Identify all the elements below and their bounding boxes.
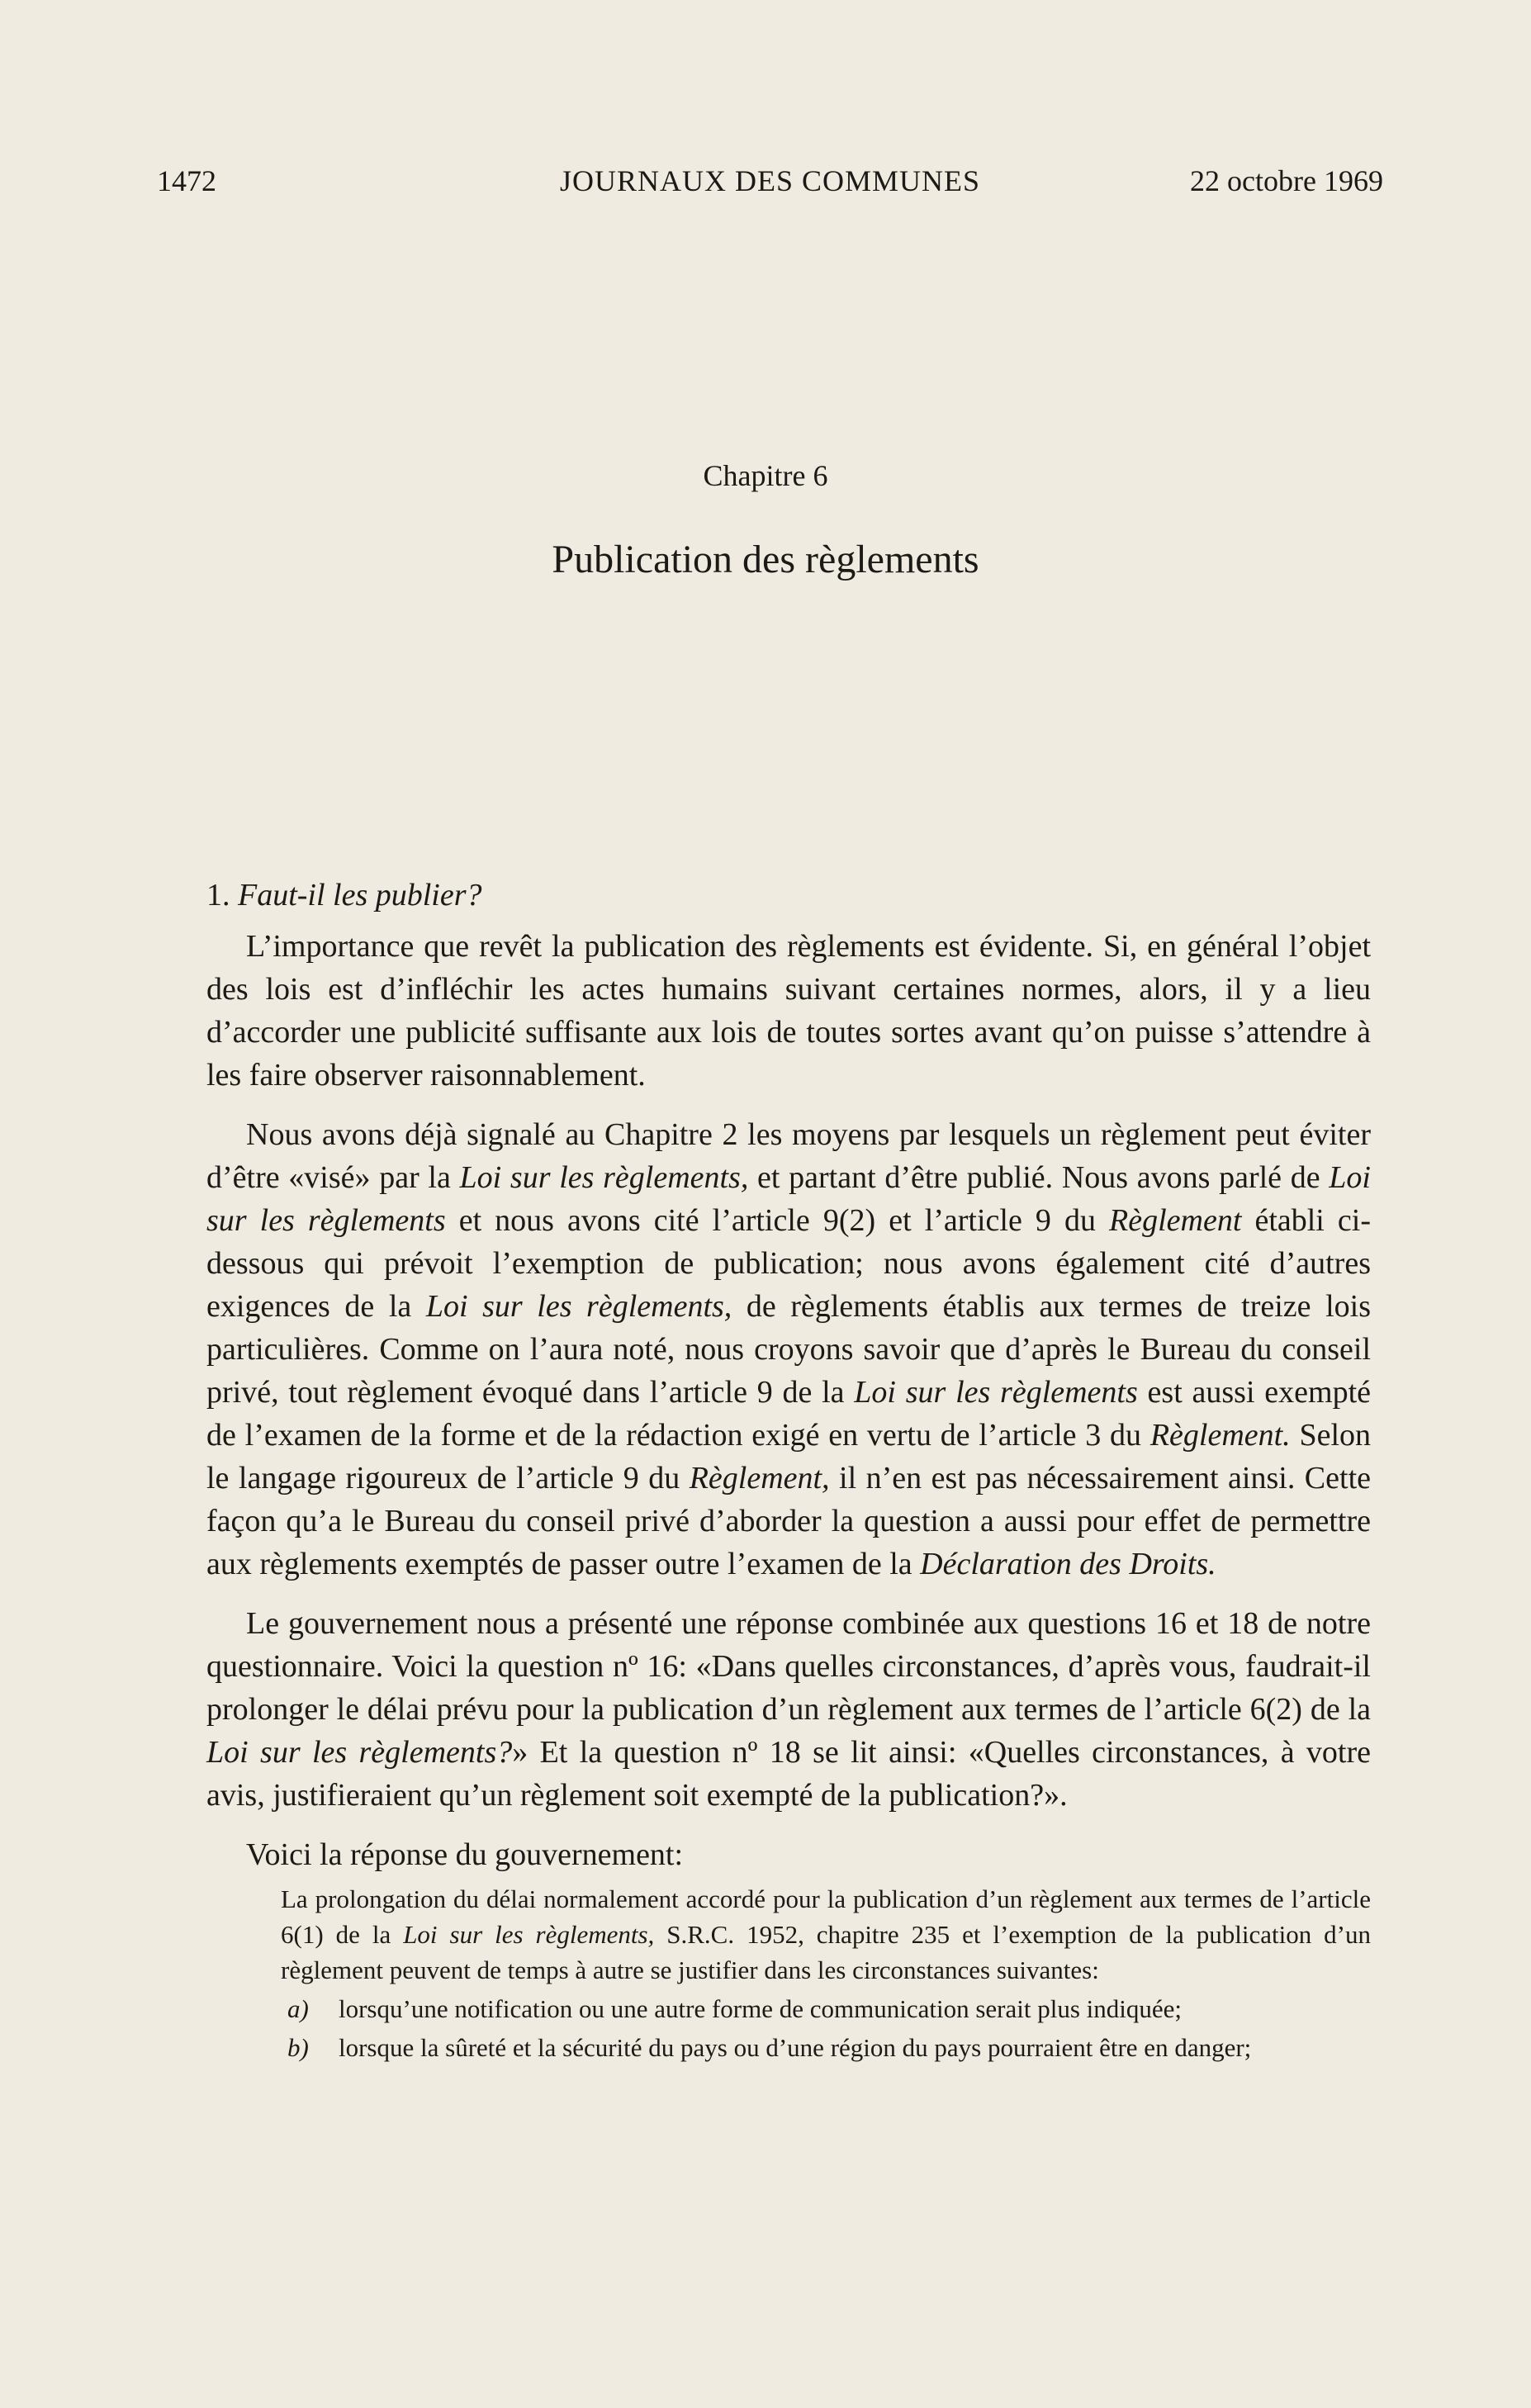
paragraph-3 [206,1602,1371,1817]
issue-date: 22 octobre 1969 [1190,164,1383,197]
text-run: S.R.C. 1952, chapitre 235 et l’exemption de la publication d’un règlement peuvent de temps à autre se justifier dans les circonstances suivantes: [281,1920,1372,1984]
italic-run: Loi sur les règlements, [459,1160,749,1195]
italic-run: Règlement. [1149,1418,1291,1453]
paragraph-1: L’importance que revêt la publication des règlements est évidente. Si, en général l’objet des lois est d’infléchir les actes humains suivant certaines normes, alors, il y a lieu d’accorder une publicité suffisante aux lois de toutes sortes avant qu’on puisse s’attendre à les faire observer raisonnablement. [206,929,1371,1093]
text-run: Nous avons déjà signalé au Chapitre 2 les moyens par lesquels un règlement peut éviter d’être «visé» par la [206,1117,1371,1195]
text-run: et partant d’être publié. Nous avons parlé de [748,1160,1330,1195]
quote-intro [281,1881,1371,1988]
text-run: établi ci-dessous qui prévoit l’exemption de publication; nous avons également cité d’autres exigences de la [206,1203,1371,1324]
italic-run: Loi sur les règlements, [403,1920,655,1949]
chapter-label: Chapitre 6 [703,459,828,492]
chapter-title: Publication des règlements [552,538,979,581]
italic-run: Loi sur les règlements [206,1160,1371,1238]
list-item [281,2030,1371,2065]
italic-run: Loi sur les règlements, [425,1289,732,1324]
body-text [206,874,1371,2065]
text-run: La prolongation du délai normalement accordé pour la publication d’un règlement aux termes de l’article 6(1) de la [281,1884,1371,1949]
italic-run: Règlement [1109,1203,1242,1238]
page-number: 1472 [157,164,216,197]
text-run: Le gouvernement nous a présenté une réponse combinée aux questions 16 et 18 de notre questionnaire. Voici la question nº 16: «Dans quelles circonstances, d’après vous, faudrait-il prolonger le délai prévu pour la publication d’un règlement aux termes de l’article 6(2) de la [206,1606,1371,1727]
list-item-label: b) [287,2033,309,2062]
italic-run: Loi sur les règlements [854,1375,1138,1410]
italic-run: Règlement, [689,1461,830,1496]
list-item [281,1991,1371,2026]
paragraph-4: Voici la réponse du gouvernement: [246,1837,684,1872]
text-run: il n’en est pas nécessairement ainsi. Cette façon qu’a le Bureau du conseil privé d’aborder la question a aussi pour effet de permettre aux règlements exemptés de passer outre l’examen de la [206,1461,1371,1581]
paragraph-2 [206,1113,1371,1586]
italic-run: Loi sur les règlements? [206,1735,513,1770]
list-item-label: a) [287,1994,309,2023]
text-run: de règlements établis aux termes de treize lois particulières. Comme on l’aura noté, nous croyons savoir que d’après le Bureau du conseil privé, tout règlement évoqué dans l’article 9 de la [206,1289,1371,1410]
italic-run: Déclaration des Droits. [920,1547,1216,1581]
section-heading [206,874,1371,917]
government-response-quote [281,1881,1371,2065]
running-header [157,164,1383,213]
list-item-text: lorsqu’une notification ou une autre forme de communication serait plus indiquée; [339,1994,1182,2023]
list-item-text: lorsque la sûreté et la sécurité du pays ou d’une région du pays pourraient être en danger; [339,2033,1252,2062]
section-number: 1. [206,878,230,912]
section-title: Faut-il les publier? [238,878,482,912]
text-run: et nous avons cité l’article 9(2) et l’article 9 du [445,1203,1110,1238]
text-run: est aussi exempté de l’examen de la forme et de la rédaction exigé en vertu de l’article 3 du [206,1375,1371,1453]
text-run: Selon le langage rigoureux de l’article 9 du [206,1418,1372,1496]
text-run: » Et la question nº 18 se lit ainsi: «Quelles circonstances, à votre avis, justifieraient qu’un règlement soit exempté de la publication?». [206,1735,1371,1813]
journal-title: JOURNAUX DES COMMUNES [559,164,981,197]
